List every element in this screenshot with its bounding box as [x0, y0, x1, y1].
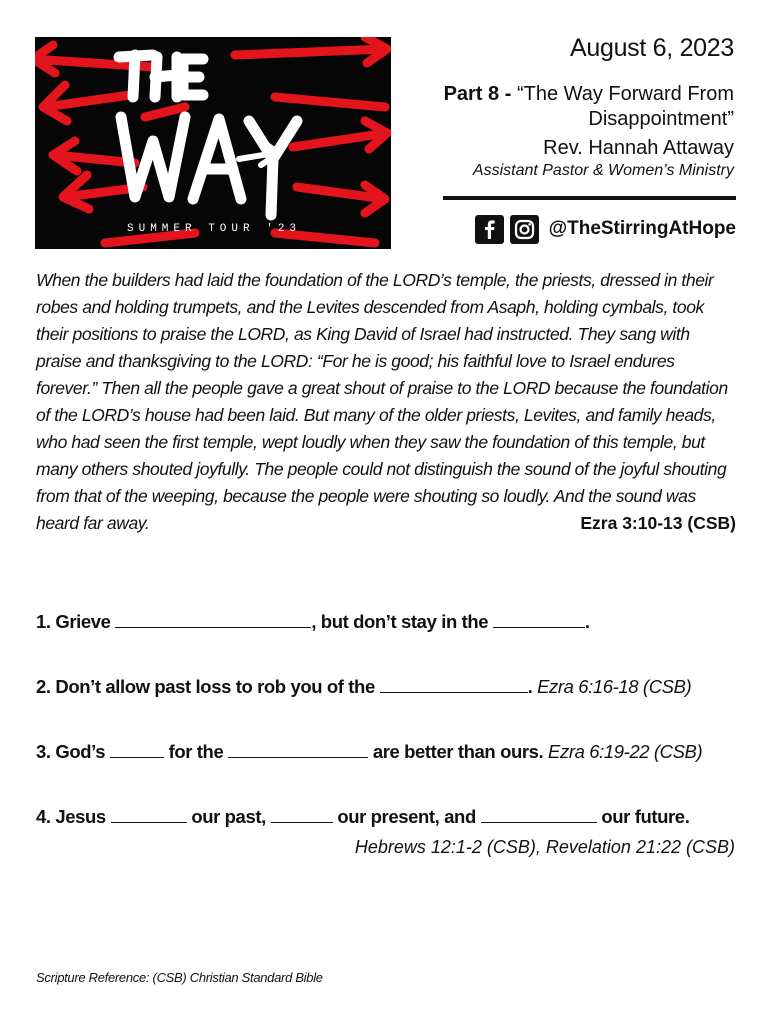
point-1-text-b: , but don’t stay in the — [311, 611, 493, 632]
point-4-text-c: our present, and — [332, 806, 481, 827]
part-label: Part 8 - — [443, 83, 512, 105]
social-handle-row — [475, 214, 736, 244]
point-3-text-c: are better than ours. — [368, 741, 544, 762]
fill-in-blank — [271, 808, 333, 823]
fill-in-blank — [110, 743, 164, 758]
speaker-role: Assistant Pastor & Women’s Ministry — [472, 162, 734, 179]
sermon-point-1 — [36, 611, 590, 633]
fill-in-blank — [481, 808, 597, 823]
point-3-reference: Ezra 6:19-22 (CSB) — [543, 741, 703, 762]
logo-subtitle: SUMMER TOUR '23 — [127, 223, 302, 235]
point-4-reference: Hebrews 12:1-2 (CSB), Revelation 21:22 (CSB) — [354, 837, 735, 857]
point-4-text-b: our past, — [186, 806, 271, 827]
scripture-footnote: Scripture Reference: (CSB) Christian Standard Bible — [36, 970, 323, 985]
scripture-passage — [36, 267, 736, 537]
sermon-date: August 6, 2023 — [570, 34, 734, 62]
fill-in-blank — [493, 613, 585, 628]
point-3-text-a: 3. God’s — [36, 741, 110, 762]
social-handle: @TheStirringAtHope — [548, 218, 736, 239]
part-title-text: “The Way Forward From Disappointment” — [516, 83, 734, 130]
passage-text: When the builders had laid the foundation of the LORD’s temple, the priests, dressed in their robes and holding trumpets, and the Levites descended from Asaph, holding cymbals, took their positions to praise the LORD, as King David of Israel had instructed. They sang with praise and thanksgiving to the LORD: “For he is good; his faithful love to Israel endures forever.” Then all the people gave a great shout of praise to the LORD because the foundation of the LORD’s house had been laid. But many of the older priests, Levites, and family heads, who had seen the first temple, wept loudly when they saw the foundation of this temple, but many others shouted joyfully. The people could not distinguish the sound of the joyful shouting from that of the weeping, because the people were shouting so loudly. And the sound was heard far away. — [36, 270, 728, 533]
point-1-text-a: 1. Grieve — [36, 611, 116, 632]
facebook-icon — [475, 215, 504, 244]
point-3-text-b: for the — [163, 741, 229, 762]
fill-in-blank — [380, 678, 528, 693]
point-4-text-a: 4. Jesus — [36, 806, 111, 827]
speaker-name: Rev. Hannah Attaway — [543, 137, 734, 159]
point-4-text-d: our future. — [596, 806, 690, 827]
sermon-part-title — [404, 82, 734, 132]
point-1-text-c: . — [584, 611, 590, 632]
point-2-reference: Ezra 6:16-18 (CSB) — [532, 676, 692, 697]
instagram-icon — [510, 215, 539, 244]
sermon-point-2 — [36, 676, 691, 698]
point-2-text-a: 2. Don’t allow past loss to rob you of the — [36, 676, 380, 697]
fill-in-blank — [111, 808, 187, 823]
fill-in-blank — [115, 613, 311, 628]
passage-reference: Ezra 3:10-13 (CSB) — [580, 513, 736, 533]
sermon-point-3 — [36, 741, 702, 763]
sermon-point-4 — [36, 806, 689, 828]
point-2-text-b: . — [527, 676, 533, 697]
fill-in-blank — [228, 743, 368, 758]
sermon-series-logo — [35, 37, 391, 249]
header-divider — [443, 196, 736, 200]
